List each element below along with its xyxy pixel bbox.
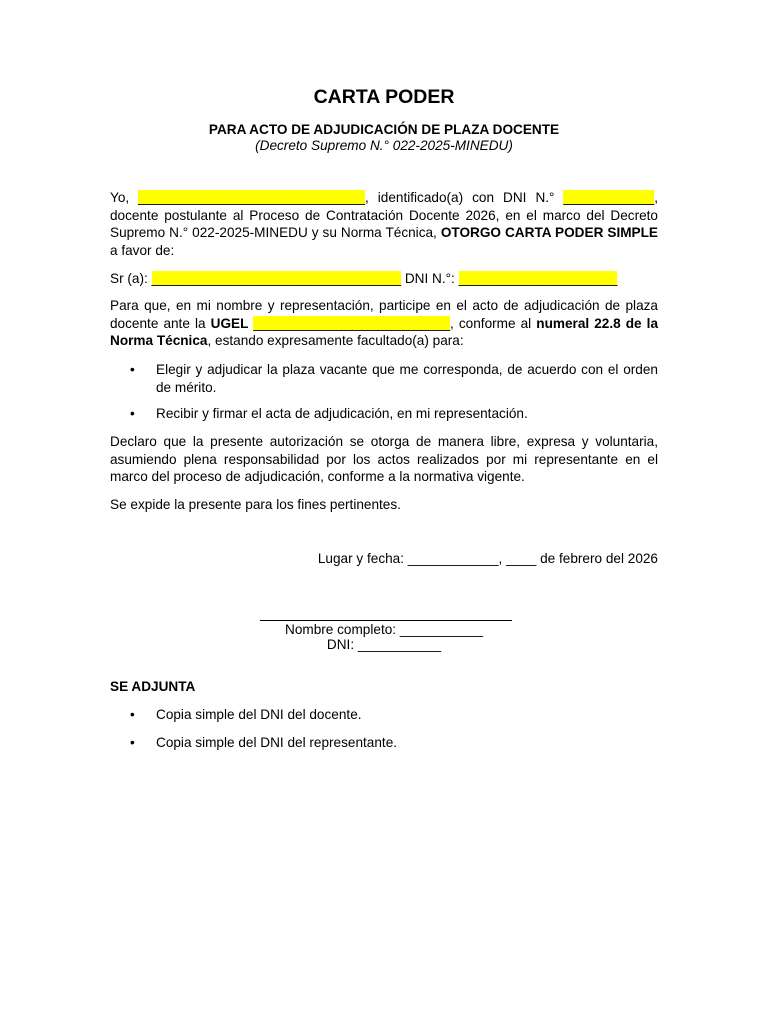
conforme-text: , conforme al (450, 315, 532, 331)
grant-paragraph (110, 189, 658, 259)
norma-bold-text: numeral 22.8 de la Norma Técnica (110, 315, 659, 348)
grantor-dni-field[interactable]: ____________ (563, 190, 655, 205)
bullet-dot: • (130, 735, 135, 750)
bullet-dot: • (130, 362, 135, 377)
representative-line (110, 270, 658, 288)
ident-text: , identificado(a) con DNI N.° (364, 190, 555, 205)
ugel-field[interactable]: __________________________ (253, 315, 451, 331)
document-subtitle: PARA ACTO DE ADJUDICACIÓN DE PLAZA DOCENTE (208, 122, 560, 137)
grantor-name-field[interactable]: ______________________________ (138, 190, 365, 205)
ugel-label: UGEL (210, 315, 249, 331)
context-text: docente postulante al Proceso de Contratación Docente 2026, en el marco del Decreto Supremo N.° 022-2025-MINEDU y su Norma Técnica, (110, 207, 658, 240)
bullet-dot: • (130, 406, 135, 421)
signature-name[interactable]: Nombre completo: ___________ (285, 622, 483, 637)
purpose-text: Para que, en mi nombre y representación, participe en el acto de adjudicación de plaza docente ante la (110, 298, 658, 331)
comma-text: , (654, 190, 658, 205)
favor-text: a favor de: (110, 242, 175, 258)
representative-name-field[interactable]: _________________________________ (151, 271, 402, 286)
signature-dni[interactable]: DNI: ___________ (326, 637, 442, 652)
yo-text: Yo, (110, 190, 130, 205)
rep-label: Sr (a): (110, 271, 148, 286)
attachment-item: Copia simple del DNI del representante. (156, 735, 398, 750)
facultado-text: , estando expresamente facultado(a) para: (207, 333, 464, 348)
attachments-heading: SE ADJUNTA (110, 679, 196, 694)
place-date-line[interactable]: Lugar y fecha: ____________, ____ de febrero del 2026 (317, 551, 658, 566)
attachment-item: Copia simple del DNI del docente. (156, 707, 362, 722)
bullet-dot: • (130, 707, 135, 722)
closing-paragraph: Se expide la presente para los fines pertinentes. (110, 497, 401, 512)
authority-paragraph (110, 297, 658, 350)
representative-dni-field[interactable]: _____________________ (458, 271, 618, 286)
faculty-item: Recibir y firmar el acta de adjudicación, en mi representación. (156, 406, 528, 421)
document-title: CARTA PODER (313, 86, 455, 108)
rep-dni-label: DNI N.°: (404, 271, 455, 286)
declaration-paragraph: Declaro que la presente autorización se otorga de manera libre, expresa y voluntaria, asumiendo plena responsabilidad por los actos realizados por mi representante en el marco del proceso de adjudicación, conforme a la normativa vigente. (110, 434, 658, 484)
decree-reference: (Decreto Supremo N.° 022-2025-MINEDU) (255, 138, 513, 153)
grant-bold-text: OTORGO CARTA PODER SIMPLE (440, 225, 658, 240)
faculty-item: Elegir y adjudicar la plaza vacante que me corresponda, de acuerdo con el orden de mérito. (156, 362, 658, 395)
